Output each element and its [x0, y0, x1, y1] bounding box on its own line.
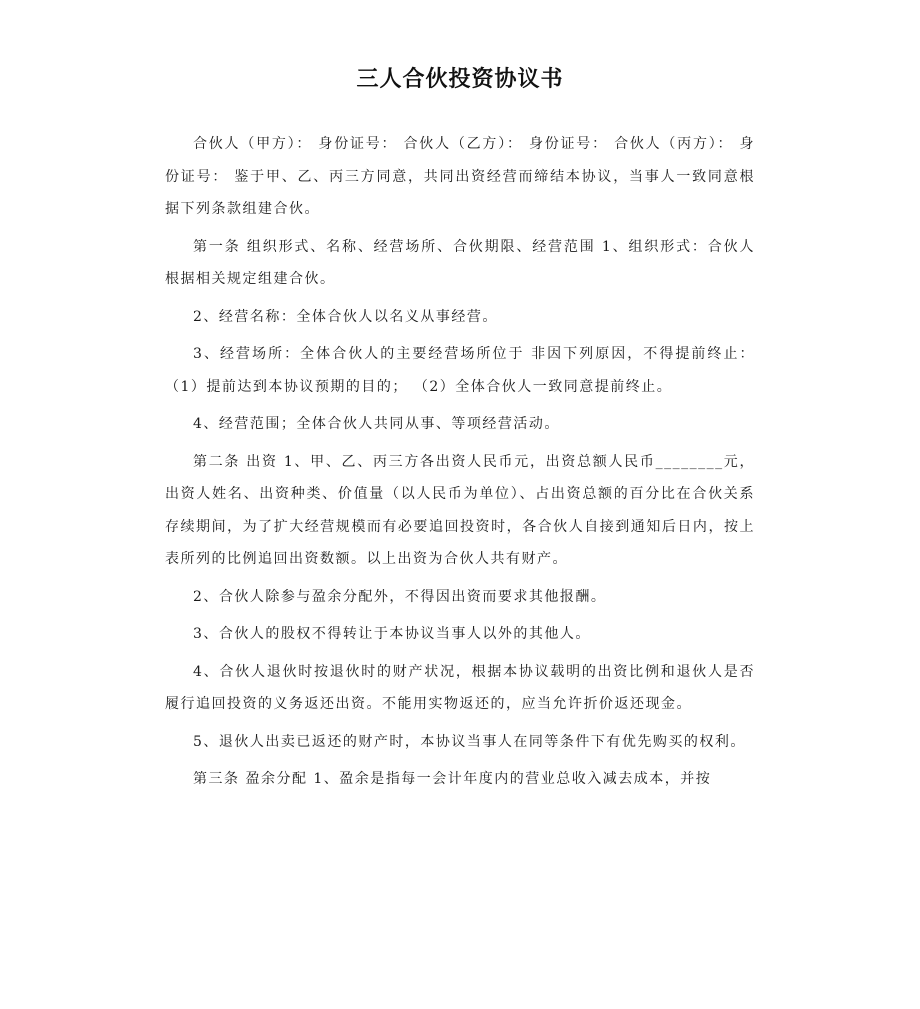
paragraph-withdrawal: 4、合伙人退伙时按退伙时的财产状况，根据本协议载明的出资比例和退伙人是否履行追回投资的义务返还出资。不能用实物返还的，应当允许折价返还现金。: [165, 663, 755, 712]
paragraph-article-3: 第三条 盈余分配 1、盈余是指每一会计年度内的营业总收入减去成本，并按: [193, 771, 712, 787]
paragraph-preemption: 5、退伙人出卖已返还的财产时，本协议当事人在同等条件下有优先购买的权利。: [193, 733, 746, 750]
paragraph-article-1: 第一条 组织形式、名称、经营场所、合伙期限、经营范围 1、组织形式：合伙人根据相关规定组建合伙。: [165, 238, 755, 287]
paragraph-business-place: 3、经营场所：全体合伙人的主要经营场所位于 非因下列原因，不得提前终止：（1）提前达到本协议预期的目的； （2）全体合伙人一致同意提前终止。: [165, 346, 755, 395]
paragraph-business-scope: 4、经营范围；全体合伙人共同从事、等项经营活动。: [193, 416, 560, 432]
paragraph-share-transfer: 3、合伙人的股权不得转让于本协议当事人以外的其他人。: [193, 626, 591, 642]
document-body: [165, 128, 755, 801]
paragraph-business-name: 2、经营名称：全体合伙人以名义从事经营。: [193, 308, 498, 325]
paragraph-article-2: 第二条 出资 1、甲、乙、丙三方各出资人民币元，出资总额人民币________元， 出资人姓名、出资种类、价值量（以人民币为单位）、占出资总额的百分比在合伙关系存续期间，为了扩大经营规模而有必要追回投资时，各合伙人自接到通知后日内，按上表所列的比例追回出资数额。以上出资为合伙人共有财产。: [165, 453, 755, 567]
document-title: 三人合伙投资协议书: [356, 67, 564, 92]
paragraph-remuneration: 2、合伙人除参与盈余分配外，不得因出资而要求其他报酬。: [193, 588, 607, 605]
paragraph-parties: 合伙人（甲方）： 身份证号： 合伙人（乙方）： 身份证号： 合伙人（丙方）： 身份证号： 鉴于甲、乙、丙三方同意，共同出资经营而缔结本协议，当事人一致同意根据下列条款组建合伙。: [165, 136, 755, 217]
